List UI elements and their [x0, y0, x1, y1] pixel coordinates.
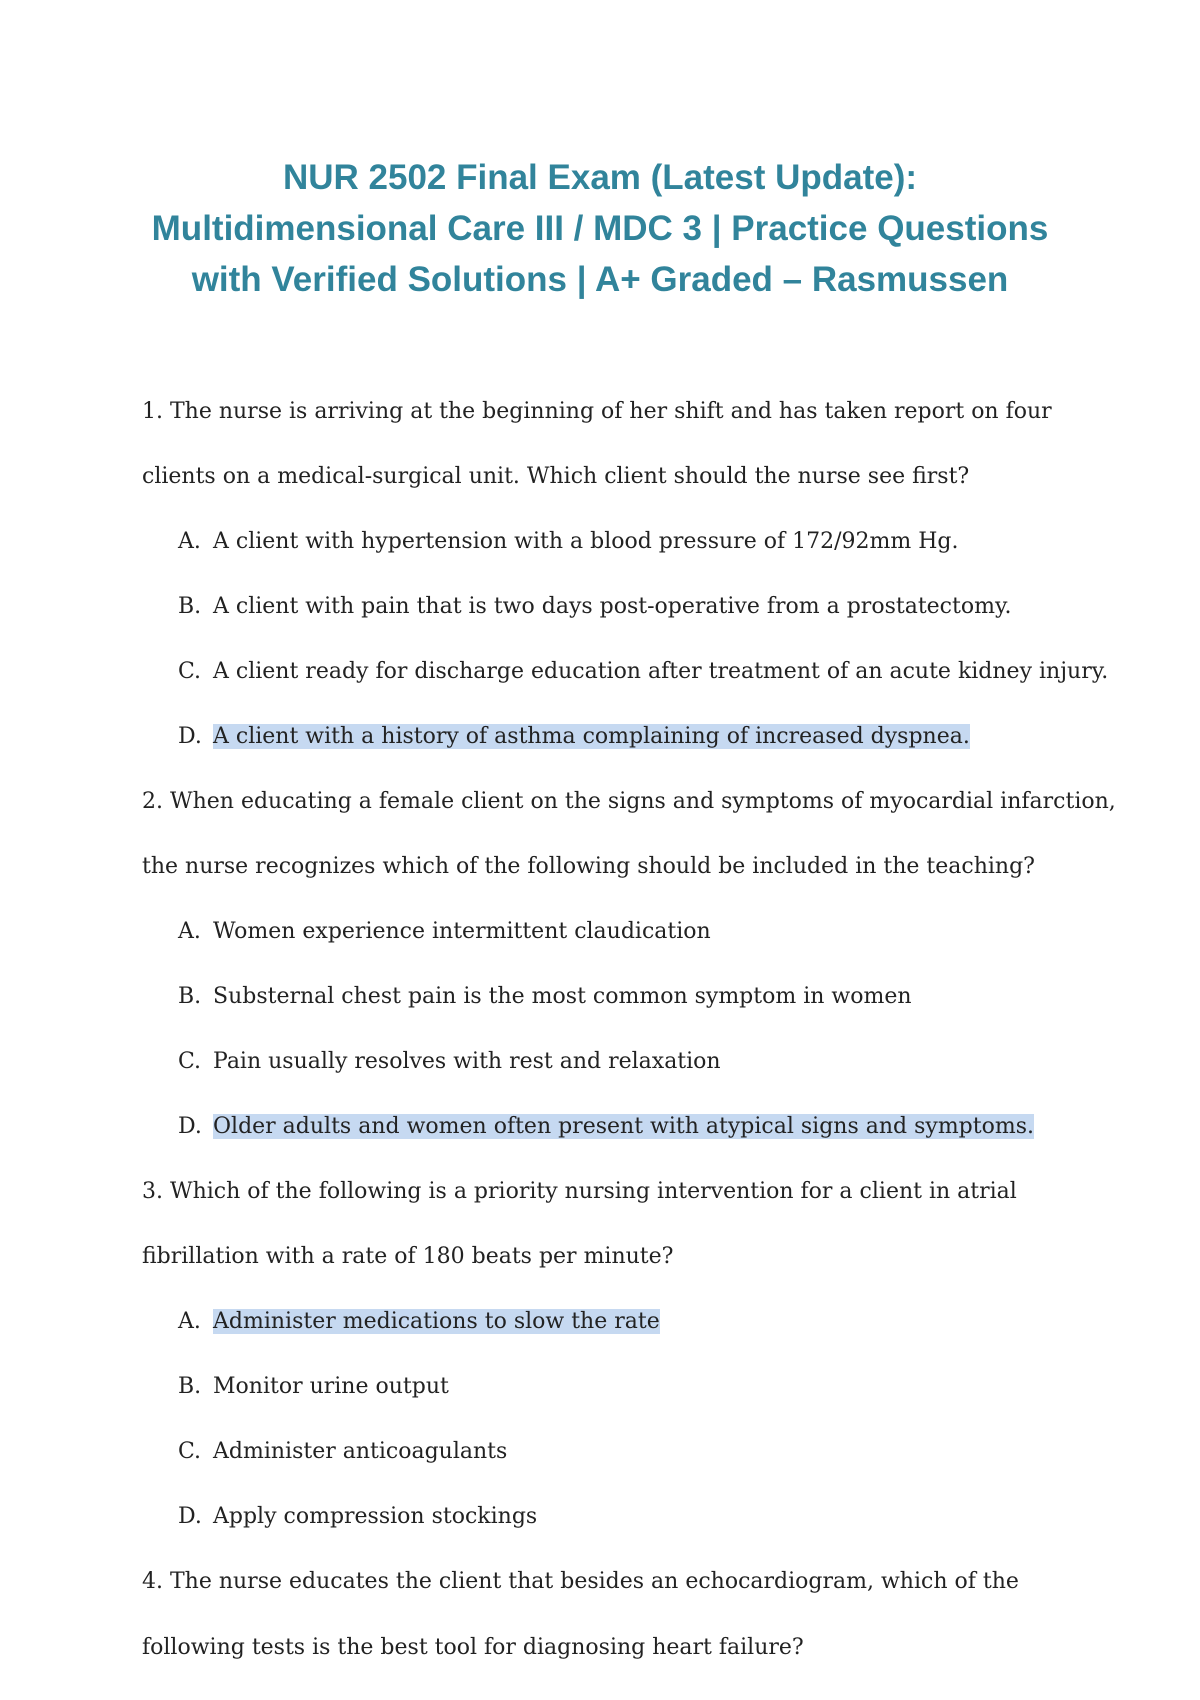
option-letter: B.: [178, 984, 202, 1009]
option-letter: A.: [178, 1309, 201, 1334]
title-line: NUR 2502 Final Exam (Latest Update):: [282, 158, 918, 197]
question-3-option-c: [178, 1437, 507, 1467]
question-2-text: 2. When educating a female client on the signs and symptoms of myocardial infarction,: [142, 789, 1116, 814]
question-1-text: clients on a medical-surgical unit. Which client should the nurse see first?: [142, 464, 970, 489]
question-1-option-c: [178, 657, 1108, 687]
option-letter: A.: [178, 529, 201, 554]
question-1-option-a: [178, 527, 958, 557]
option-text: Women experience intermittent claudication: [213, 919, 711, 944]
question-2-option-c: [178, 1047, 721, 1077]
option-text: Substernal chest pain is the most common symptom in women: [213, 984, 912, 1009]
option-letter: D.: [178, 1504, 202, 1529]
option-text: A client with pain that is two days post-operative from a prostatectomy.: [213, 594, 1012, 619]
highlighted-answer: A client with a history of asthma complaining of increased dyspnea.: [213, 724, 970, 749]
question-3-option-b: [178, 1372, 449, 1402]
question-4-text: 4. The nurse educates the client that besides an echocardiogram, which of the: [142, 1569, 1019, 1594]
option-letter: A.: [178, 919, 201, 944]
question-2-option-b: [178, 982, 912, 1012]
title-line: with Verified Solutions | A+ Graded – Rasmussen: [191, 260, 1009, 299]
question-3-text: fibrillation with a rate of 180 beats per minute?: [142, 1244, 674, 1269]
option-letter: C.: [178, 1439, 202, 1464]
option-letter: D.: [178, 1114, 202, 1139]
highlighted-answer: Older adults and women often present with atypical signs and symptoms.: [213, 1114, 1034, 1139]
option-text: Apply compression stockings: [213, 1504, 538, 1529]
question-3-option-d: [178, 1502, 537, 1532]
question-4-text: following tests is the best tool for diagnosing heart failure?: [142, 1635, 804, 1660]
option-text: A client ready for discharge education after treatment of an acute kidney injury.: [213, 659, 1109, 684]
question-2-option-d: [178, 1112, 1034, 1142]
highlighted-answer: Administer medications to slow the rate: [213, 1309, 660, 1334]
question-1-option-d: [178, 722, 970, 752]
question-3-option-a: [178, 1307, 660, 1337]
question-2-text: the nurse recognizes which of the following should be included in the teaching?: [142, 854, 1035, 879]
question-3-text: 3. Which of the following is a priority nursing intervention for a client in atrial: [142, 1179, 1017, 1204]
question-1-option-b: [178, 592, 1011, 622]
question-2-option-a: [178, 917, 711, 947]
option-letter: C.: [178, 659, 202, 684]
option-letter: B.: [178, 594, 202, 619]
option-letter: B.: [178, 1374, 202, 1399]
document-title: [100, 152, 1100, 305]
question-1-text: 1. The nurse is arriving at the beginning of her shift and has taken report on four: [142, 399, 1052, 424]
option-text: A client with hypertension with a blood pressure of 172/92mm Hg.: [213, 529, 959, 554]
option-letter: C.: [178, 1049, 202, 1074]
option-text: Pain usually resolves with rest and relaxation: [213, 1049, 721, 1074]
option-letter: D.: [178, 724, 202, 749]
option-text: Monitor urine output: [213, 1374, 449, 1399]
title-line: Multidimensional Care III / MDC 3 | Practice Questions: [151, 209, 1049, 248]
option-text: Administer anticoagulants: [213, 1439, 508, 1464]
